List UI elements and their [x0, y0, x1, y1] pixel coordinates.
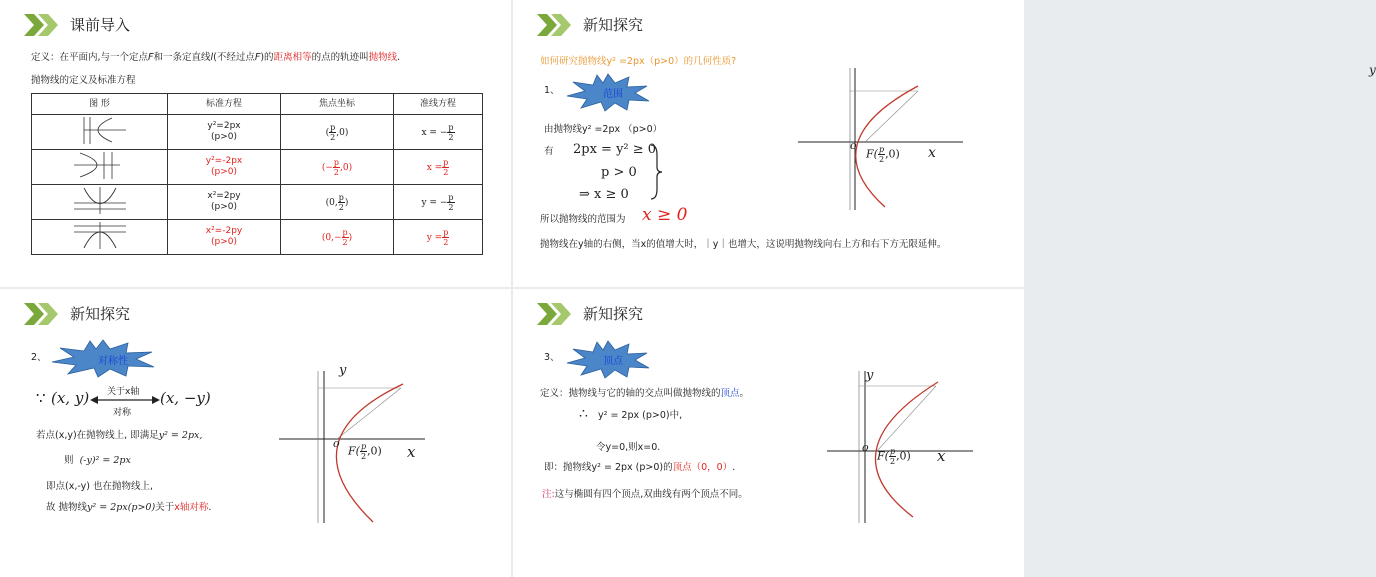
standard-equation-table: [31, 93, 483, 255]
line-3: 即点(x,-y) 也在抛物线上,: [46, 481, 153, 492]
table-subtitle: 抛物线的定义及标准方程: [31, 75, 136, 86]
header-focus: 焦点坐标: [281, 94, 394, 115]
figure-cell: [32, 220, 168, 255]
slide-title: 新知探究: [70, 305, 131, 323]
line-2: 则 (-y)² = 2px: [64, 455, 131, 466]
badge-label: 顶点: [603, 356, 623, 367]
graph-y-label: y: [339, 363, 347, 378]
point-x-negy: (x, −y): [160, 389, 211, 407]
equation-cell: x²=2py (p>0): [168, 185, 281, 220]
line-4: 即：抛物线y² = 2px (p>0)的顶点（0，0）.: [544, 462, 736, 473]
header-figure: 图 形: [32, 94, 168, 115]
focus-cell: (− $\frac{p}{2}$ ,0): [281, 150, 394, 185]
chevron-arrows-icon: [537, 303, 573, 325]
table-row: [32, 185, 483, 220]
therefore-symbol: ∴: [579, 406, 588, 422]
graph-y-label: y: [866, 368, 874, 383]
equation-cell: x²=-2py (p>0): [168, 220, 281, 255]
graph-origin-label: o: [333, 437, 340, 450]
note-text: 注:这与椭圆有四个顶点,双曲线有两个顶点不同。: [542, 489, 748, 500]
figure-cell: [32, 185, 168, 220]
header-directrix: 准线方程: [394, 94, 483, 115]
equation-cell: y²=2px (p>0): [168, 115, 281, 150]
table-row: [32, 115, 483, 150]
graph-focus-label: F( $\frac{p}{2}$ ,0): [877, 447, 911, 466]
you-text: 有: [544, 146, 554, 157]
line-3: 令y=0,则x=0.: [596, 442, 661, 453]
arrow-top-label: 关于x轴: [107, 387, 140, 397]
range-value: x ≥ 0: [642, 205, 688, 225]
point-xy: (x, y): [51, 389, 90, 407]
range-label: 所以抛物线的范围为: [540, 214, 626, 225]
graph-y-label: y: [1369, 63, 1376, 77]
graph-origin-label: o: [850, 139, 857, 152]
slide-title: 新知探究: [583, 16, 644, 34]
figure-cell: [32, 150, 168, 185]
because-symbol: ∵: [36, 389, 46, 407]
parabola-right-figure: [70, 115, 130, 145]
right-brace: [649, 143, 663, 201]
line-2: y² = 2px (p>0)中,: [598, 410, 683, 421]
table-row: [32, 150, 483, 185]
parabola-left-figure: [70, 150, 130, 180]
directrix-cell: x = − $\frac{p}{2}$: [394, 115, 483, 150]
math-line-2: p > 0: [601, 165, 637, 180]
graph-x-label: x: [928, 145, 936, 161]
section-number: 3、: [544, 352, 560, 363]
question-text: 如何研究抛物线y² =2px（p>0）的几何性质?: [540, 56, 737, 67]
definition-text: 定义：在平面内,与一个定点F和一条定直线l(不经过点F)的距离相等的点的轨迹叫抛物线.: [31, 52, 401, 63]
double-arrow-icon: [90, 395, 160, 405]
slide-4: [513, 289, 1024, 577]
badge-label: 范围: [603, 89, 623, 100]
focus-cell: (0, $\frac{p}{2}$ ): [281, 185, 394, 220]
graph-focus-label: F( $\frac{p}{2}$ ,0): [866, 145, 900, 164]
table-row: [32, 220, 483, 255]
parabola-graph: [793, 60, 973, 215]
directrix-cell: x = $\frac{p}{2}$: [394, 150, 483, 185]
slide-title: 新知探究: [583, 305, 644, 323]
line-1: 若点(x,y)在抛物线上, 即满足y² = 2px,: [36, 430, 203, 441]
slide-2: [513, 0, 1376, 287]
from-text: 由抛物线y² =2px （p>0）: [544, 124, 663, 135]
slide-3: [0, 289, 511, 577]
focus-cell: (0,− $\frac{p}{2}$ ): [281, 220, 394, 255]
conclusion-text: 抛物线在y轴的右侧，当x的值增大时，｜y｜也增大，这说明抛物线向右上方和右下方无限延伸。: [540, 239, 947, 250]
vertex-definition: 定义：抛物线与它的轴的交点叫做抛物线的顶点。: [540, 388, 750, 399]
slide-1: [0, 0, 511, 287]
header-equation: 标准方程: [168, 94, 281, 115]
parabola-down-figure: [70, 220, 130, 250]
chevron-arrows-icon: [537, 14, 573, 36]
slide-title: 课前导入: [70, 16, 131, 34]
section-number: 1、: [544, 85, 560, 96]
parabola-up-figure: [70, 185, 130, 215]
graph-x-label: x: [937, 447, 946, 465]
directrix-cell: y = − $\frac{p}{2}$: [394, 185, 483, 220]
badge-label: 对称性: [98, 356, 128, 367]
focus-cell: ( $\frac{p}{2}$ ,0): [281, 115, 394, 150]
chevron-arrows-icon: [24, 14, 60, 36]
figure-cell: [32, 115, 168, 150]
equation-cell: y²=-2px (p>0): [168, 150, 281, 185]
graph-focus-label: F( $\frac{p}{2}$ ,0): [348, 442, 382, 461]
arrow-bottom-label: 对称: [113, 408, 132, 418]
line-4: 故 抛物线y² = 2px(p>0)关于x轴对称.: [46, 502, 212, 513]
math-line-3: ⇒ x ≥ 0: [579, 187, 629, 202]
graph-x-label: x: [407, 443, 416, 461]
chevron-arrows-icon: [24, 303, 60, 325]
math-line-1: 2px = y² ≥ 0: [573, 142, 657, 157]
section-number: 2、: [31, 352, 47, 363]
directrix-cell: y = $\frac{p}{2}$: [394, 220, 483, 255]
graph-origin-label: o: [862, 441, 869, 454]
